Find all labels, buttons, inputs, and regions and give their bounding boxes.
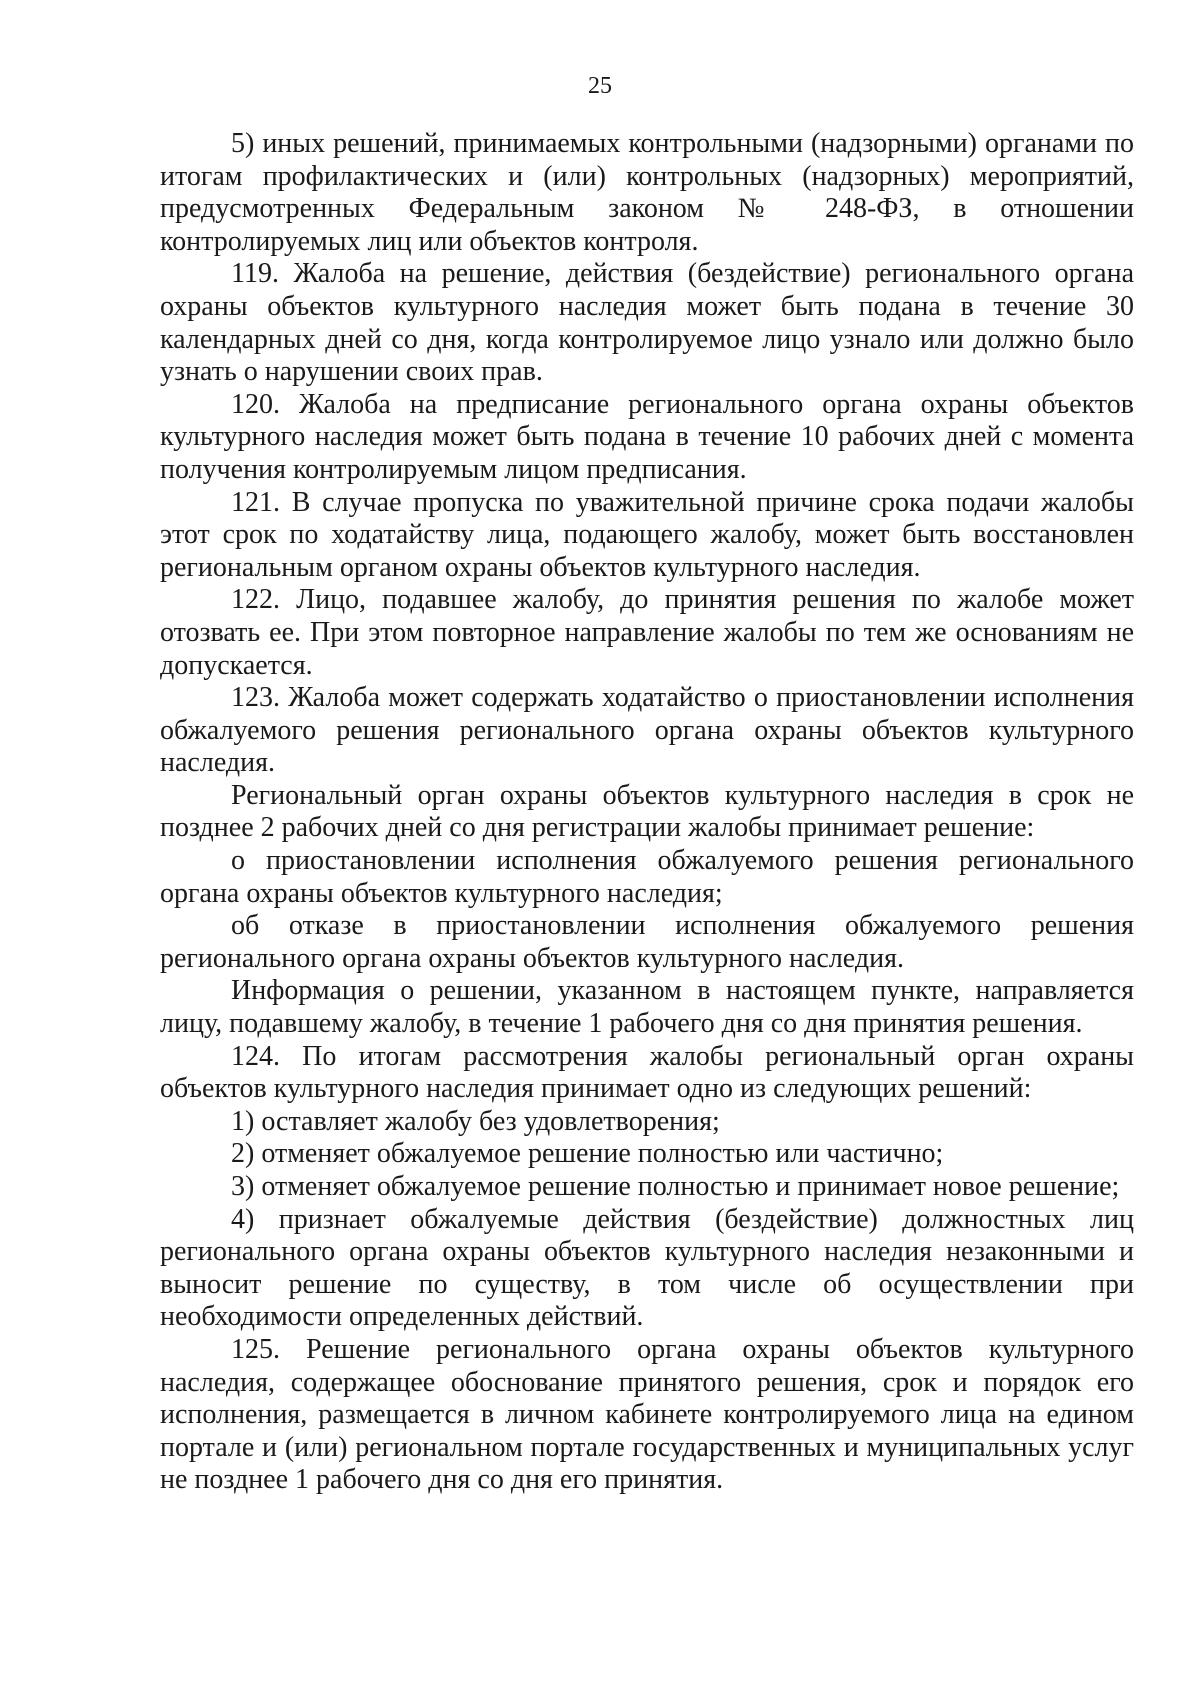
paragraph-123: 123. Жалоба может содержать ходатайство о приостановлении исполнения обжалуемого решения регионального органа охраны объектов культурного наследия. [160,682,1134,779]
page-number: 25 [588,73,612,99]
paragraph-121: 121. В случае пропуска по уважительной причине срока подачи жалобы этот срок по ходатайству лица, подающего жалобу, может быть восстановлен региональным органом охраны объектов культурного наследия. [160,486,1134,583]
paragraph-124-item-4: 4) признает обжалуемые действия (бездействие) должностных лиц регионального органа охраны объектов культурного наследия незаконными и выносит решение по существу, в том числе об осуществлении при необходимости определенных действий. [160,1203,1134,1333]
paragraph-119: 119. Жалоба на решение, действия (бездействие) регионального органа охраны объектов культурного наследия может быть подана в течение 30 календарных дней со дня, когда контролируемое лицо узнало или должно было узнать о нарушении своих прав. [160,258,1134,388]
document-body [160,128,1134,1497]
paragraph-124-item-2: 2) отменяет обжалуемое решение полностью или частично; [231,1138,944,1170]
paragraph-125: 125. Решение регионального органа охраны объектов культурного наследия, содержащее обоснование принятого решения, срок и порядок его исполнения, размещается в личном кабинете контролируемого лица на едином портале и (или) региональном портале государственных и муниципальных услуг не позднее 1 рабочего дня со дня его принятия. [160,1333,1134,1496]
paragraph-124: 124. По итогам рассмотрения жалобы региональный орган охраны объектов культурного наследия принимает одно из следующих решений: [160,1040,1134,1105]
paragraph-123-decision: Региональный орган охраны объектов культурного наследия в срок не позднее 2 рабочих дней со дня регистрации жалобы принимает решение: [160,779,1134,844]
paragraph-123-notification: Информация о решении, указанном в настоящем пункте, направляется лицу, подавшему жалобу, в течение 1 рабочего дня со дня принятия решения. [160,975,1134,1040]
paragraph-item-5: 5) иных решений, принимаемых контрольными (надзорными) органами по итогам профилактических и (или) контрольных (надзорных) мероприятий, предусмотренных Федеральным законом № 248-ФЗ, в отношении контролируемых лиц или объектов контроля. [160,128,1134,257]
paragraph-123-option-refuse: об отказе в приостановлении исполнения обжалуемого решения регионального органа охраны объектов культурного наследия. [160,910,1134,974]
paragraph-124-item-1: 1) оставляет жалобу без удовлетворения; [231,1105,720,1137]
paragraph-123-option-suspend: о приостановлении исполнения обжалуемого решения регионального органа охраны объектов культурного наследия; [160,845,1134,909]
paragraph-120: 120. Жалоба на предписание регионального органа охраны объектов культурного наследия может быть подана в течение 10 рабочих дней с момента получения контролируемым лицом предписания. [160,388,1134,485]
paragraph-122: 122. Лицо, подавшее жалобу, до принятия решения по жалобе может отозвать ее. При этом повторное направление жалобы по тем же основаниям не допускается. [160,584,1134,681]
paragraph-124-item-3: 3) отменяет обжалуемое решение полностью и принимает новое решение; [231,1171,1120,1202]
